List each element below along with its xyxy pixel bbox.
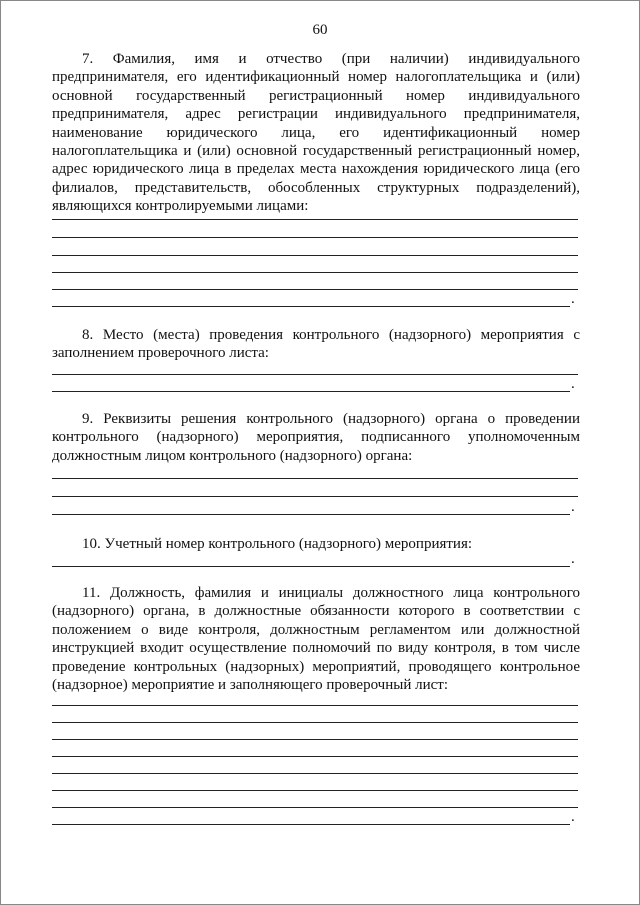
section-11-fill-line-2[interactable] (52, 722, 578, 723)
section-11-line-end-dot: . (571, 809, 575, 825)
section-11-fill-line-7[interactable] (52, 807, 578, 808)
page-number: 60 (312, 22, 328, 38)
section-9-line-end-dot: . (571, 499, 575, 515)
section-10-line-end-dot: . (571, 551, 575, 567)
section-8-line-end-dot: . (571, 376, 575, 392)
section-8-fill-line-1[interactable] (52, 374, 578, 375)
section-7-fill-line-3[interactable] (52, 255, 578, 256)
section-11-text: 11. Должность, фамилия и инициалы должностного лица контрольного (надзорного) органа, в должностные обязанности которого в соответствии с положением о виде контроля, должностным регламентом или должностной инструкцией входит осуществление полномочий по виду контроля, в том числе проведение контрольных (надзорных) мероприятий, проводящего контрольное (надзорное) мероприятие и заполняющего проверочный лист: (52, 585, 580, 694)
section-7-fill-line-1[interactable] (52, 219, 578, 220)
section-11-fill-line-1[interactable] (52, 705, 578, 706)
section-11-fill-line-5[interactable] (52, 773, 578, 774)
section-7-fill-line-2[interactable] (52, 237, 578, 238)
section-8-text: 8. Место (места) проведения контрольного (надзорного) мероприятия с заполнением проверочного листа: (52, 327, 580, 362)
section-10-text: 10. Учетный номер контрольного (надзорного) мероприятия: (82, 536, 473, 552)
section-9-fill-line-1[interactable] (52, 478, 578, 479)
section-11-fill-line-3[interactable] (52, 739, 578, 740)
section-7-line-end-dot: . (571, 291, 575, 307)
section-7-fill-line-6[interactable] (52, 306, 570, 307)
section-7-fill-line-4[interactable] (52, 272, 578, 273)
section-9-fill-line-3[interactable] (52, 514, 570, 515)
section-11-fill-line-4[interactable] (52, 756, 578, 757)
section-9-fill-line-2[interactable] (52, 496, 578, 497)
section-9-text: 9. Реквизиты решения контрольного (надзорного) органа о проведении контрольного (надзорного) мероприятия, подписанного уполномоченным должностным лицом контрольного (надзорного) органа: (52, 411, 580, 464)
section-10-fill-line-1[interactable] (52, 566, 570, 567)
section-7-fill-line-5[interactable] (52, 289, 578, 290)
section-11-fill-line-8[interactable] (52, 824, 570, 825)
section-11-fill-line-6[interactable] (52, 790, 578, 791)
section-7-text: 7. Фамилия, имя и отчество (при наличии) индивидуального предпринимателя, его идентификационный номер налогоплательщика и (или) основной государственный регистрационный номер индивидуального предпринимателя, адрес регистрации индивидуального предпринимателя, наименование юридического лица, его идентификационный номер налогоплательщика и (или) основной государственный регистрационный номер, адрес юридического лица в пределах места нахождения юридического лица (его филиалов, представительств, обособленных структурных подразделений), являющихся контролируемыми лицами: (52, 51, 580, 215)
section-8-fill-line-2[interactable] (52, 391, 570, 392)
